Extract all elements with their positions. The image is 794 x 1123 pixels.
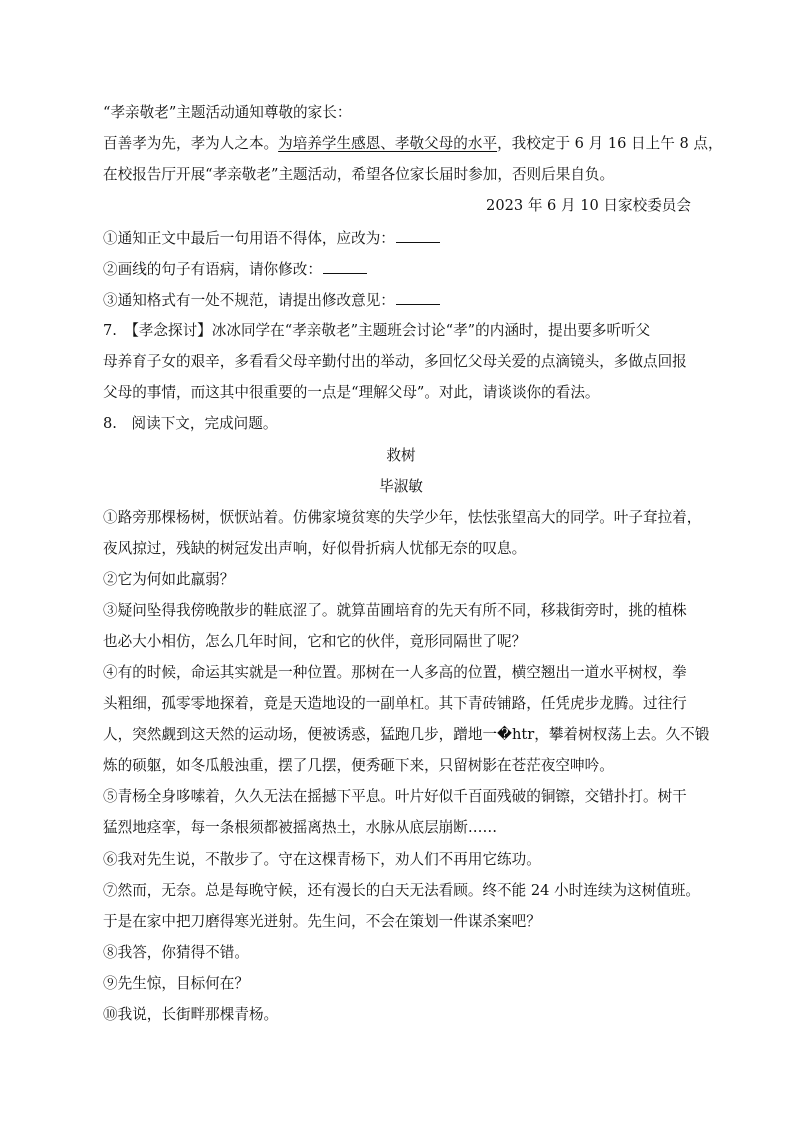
passage-line: 夜风掠过，残缺的树冠发出声响，好似骨折病人忧郁无奈的叹息。	[103, 540, 527, 557]
question-7-line-1: 7. 【孝念探讨】冰冰同学在“孝亲敬老”主题班会讨论“孝”的内涵时，提出要多听听父	[103, 322, 651, 339]
passage-line: ①路旁那棵杨树，恹恹站着。仿佛家境贫寒的失学少年，怯怯张望高大的同学。叶子耷拉着，	[103, 509, 702, 526]
passage-line: ⑤青杨全身哆嗦着，久久无法在摇撼下平息。叶片好似千百面残破的铜镲，交错扑打。树干	[103, 788, 687, 805]
passage-line: ⑦然而，无奈。总是每晚守候，还有漫长的白天无法看顾。终不能 24 小时连续为这树值班。	[103, 882, 701, 899]
answer-blank	[323, 259, 367, 274]
passage-line: 于是在家中把刀磨得寒光迸射。先生问，不会在策划一件谋杀案吧？	[103, 913, 541, 930]
question-7-line-3: 父母的事情，而这其中很重要的一点是“理解父母”。对此，请谈谈你的看法。	[103, 384, 600, 401]
passage-author: 毕淑敏	[379, 478, 423, 495]
passage-line: ⑨先生惊，目标何在？	[103, 975, 249, 992]
notice-signature: 2023 年 6 月 10 日家校委员会	[486, 197, 691, 214]
passage-line: 也必大小相仿，怎么几年时间，它和它的伙伴，竟形同隔世了呢？	[103, 633, 527, 650]
passage-line: ⑩我说，长街畔那棵青杨。	[103, 1006, 279, 1023]
answer-blank	[396, 290, 440, 305]
passage-line: 炼的硕躯，如冬瓜般浊重，摆了几摆，便秀砸下来，只留树影在苍茫夜空呻吟。	[103, 757, 614, 774]
notice-body-text: 百善孝为先，孝为人之本。	[103, 135, 279, 152]
subquestion-3: ③通知格式有一处不规范，请提出修改意见：	[103, 290, 699, 311]
notice-body-text: ，我校定于 6 月 16 日上午 8 点，	[497, 135, 723, 152]
answer-blank	[396, 228, 440, 243]
underlined-sentence: 为培养学生感恩、孝敬父母的水平	[278, 135, 498, 152]
passage-line: ②它为何如此羸弱？	[103, 571, 235, 588]
passage-line: 头粗细，孤零零地探着，竟是天造地设的一副单杠。其下青砖铺路，任凭虎步龙腾。过往行	[103, 695, 687, 712]
passage-line: 猛烈地痉挛，每一条根须都被摇离热土，水脉从底层崩断……	[103, 819, 498, 836]
question-7-line-2: 母养育子女的艰辛，多看看父母辛勤付出的举动，多回忆父母关爱的点滴镜头，多做点回报	[103, 353, 687, 370]
passage-title: 救树	[386, 447, 416, 464]
passage-line: ⑥我对先生说，不散步了。守在这棵青杨下，劝人们不再用它练功。	[103, 851, 541, 868]
passage-line: ⑧我答，你猜得不错。	[103, 944, 249, 961]
passage-line: ③疑问坠得我傍晚散步的鞋底涩了。就算苗圃培育的先天有所不同，移栽街旁时，挑的植株	[103, 602, 687, 619]
subquestion-2: ②画线的句子有语病，请你修改：	[103, 259, 699, 280]
notice-body-line-1	[103, 134, 723, 154]
passage-line: 人，突然觑到这天然的运动场，便被诱惑，猛跑几步，蹭地一�htr，攀着树杈荡上去。久不锻	[103, 726, 710, 743]
passage-line: ④有的时候，命运其实就是一种位置。那树在一人多高的位置，横空翘出一道水平树杈，拳	[103, 664, 687, 681]
notice-greeting: “孝亲敬老”主题活动通知尊敬的家长：	[103, 104, 352, 121]
notice-body-line-2: 在校报告厅开展“孝亲敬老”主题活动，希望各位家长届时参加，否则后果自负。	[103, 166, 615, 183]
subquestion-1: ①通知正文中最后一句用语不得体，应改为：	[103, 228, 699, 249]
question-8-intro: 8. 阅读下文，完成问题。	[103, 415, 278, 432]
